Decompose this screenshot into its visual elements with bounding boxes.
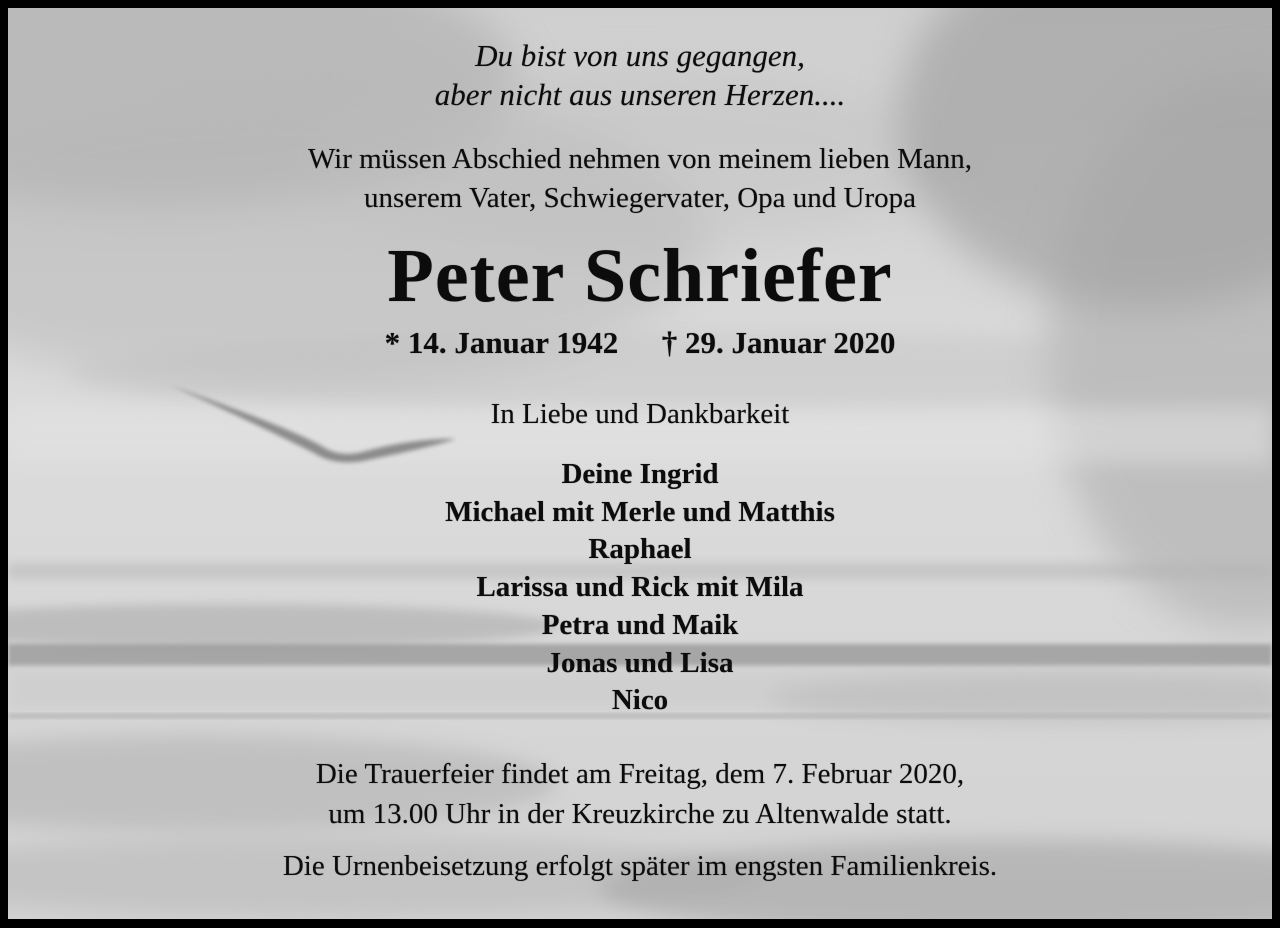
service-line-2: um 13.00 Uhr in der Kreuzkirche zu Altenwalde statt. [328, 798, 952, 830]
birth-symbol: * [384, 325, 401, 360]
intro-line-1: Wir müssen Abschied nehmen von meinem lieben Mann, [307, 143, 973, 175]
birth-date: 14. Januar 1942 [407, 325, 619, 360]
mourner-name: Michael mit Merle und Matthis [445, 495, 835, 528]
death-symbol: † [661, 325, 678, 360]
death-date: 29. Januar 2020 [685, 325, 896, 360]
mourners-list [8, 456, 1272, 720]
tribute-line: In Liebe und Dankbarkeit [490, 398, 790, 430]
photo-area [8, 8, 1272, 919]
intro-line-2: unserem Vater, Schwiegervater, Opa und Uropa [364, 182, 916, 214]
notice-text [8, 8, 1272, 919]
mourner-name: Jonas und Lisa [546, 646, 734, 679]
service-line-1: Die Trauerfeier findet am Freitag, dem 7. Februar 2020, [315, 758, 965, 790]
service-announcement [8, 754, 1272, 834]
epigraph-line-2: aber nicht aus unseren Herzen.... [434, 77, 846, 112]
burial-announcement: Die Urnenbeisetzung erfolgt später im engsten Familienkreis. [282, 850, 998, 882]
mourner-name: Nico [611, 684, 669, 717]
mourner-name: Raphael [588, 533, 692, 566]
intro-text [8, 140, 1272, 218]
mourner-name: Petra und Maik [541, 608, 739, 641]
deceased-name: Peter Schriefer [387, 234, 893, 318]
epigraph [8, 36, 1272, 114]
mourner-name: Deine Ingrid [561, 458, 719, 490]
epigraph-line-1: Du bist von uns gegangen, [475, 38, 805, 73]
life-dates [8, 325, 1272, 361]
mourner-name: Larissa und Rick mit Mila [476, 571, 804, 604]
